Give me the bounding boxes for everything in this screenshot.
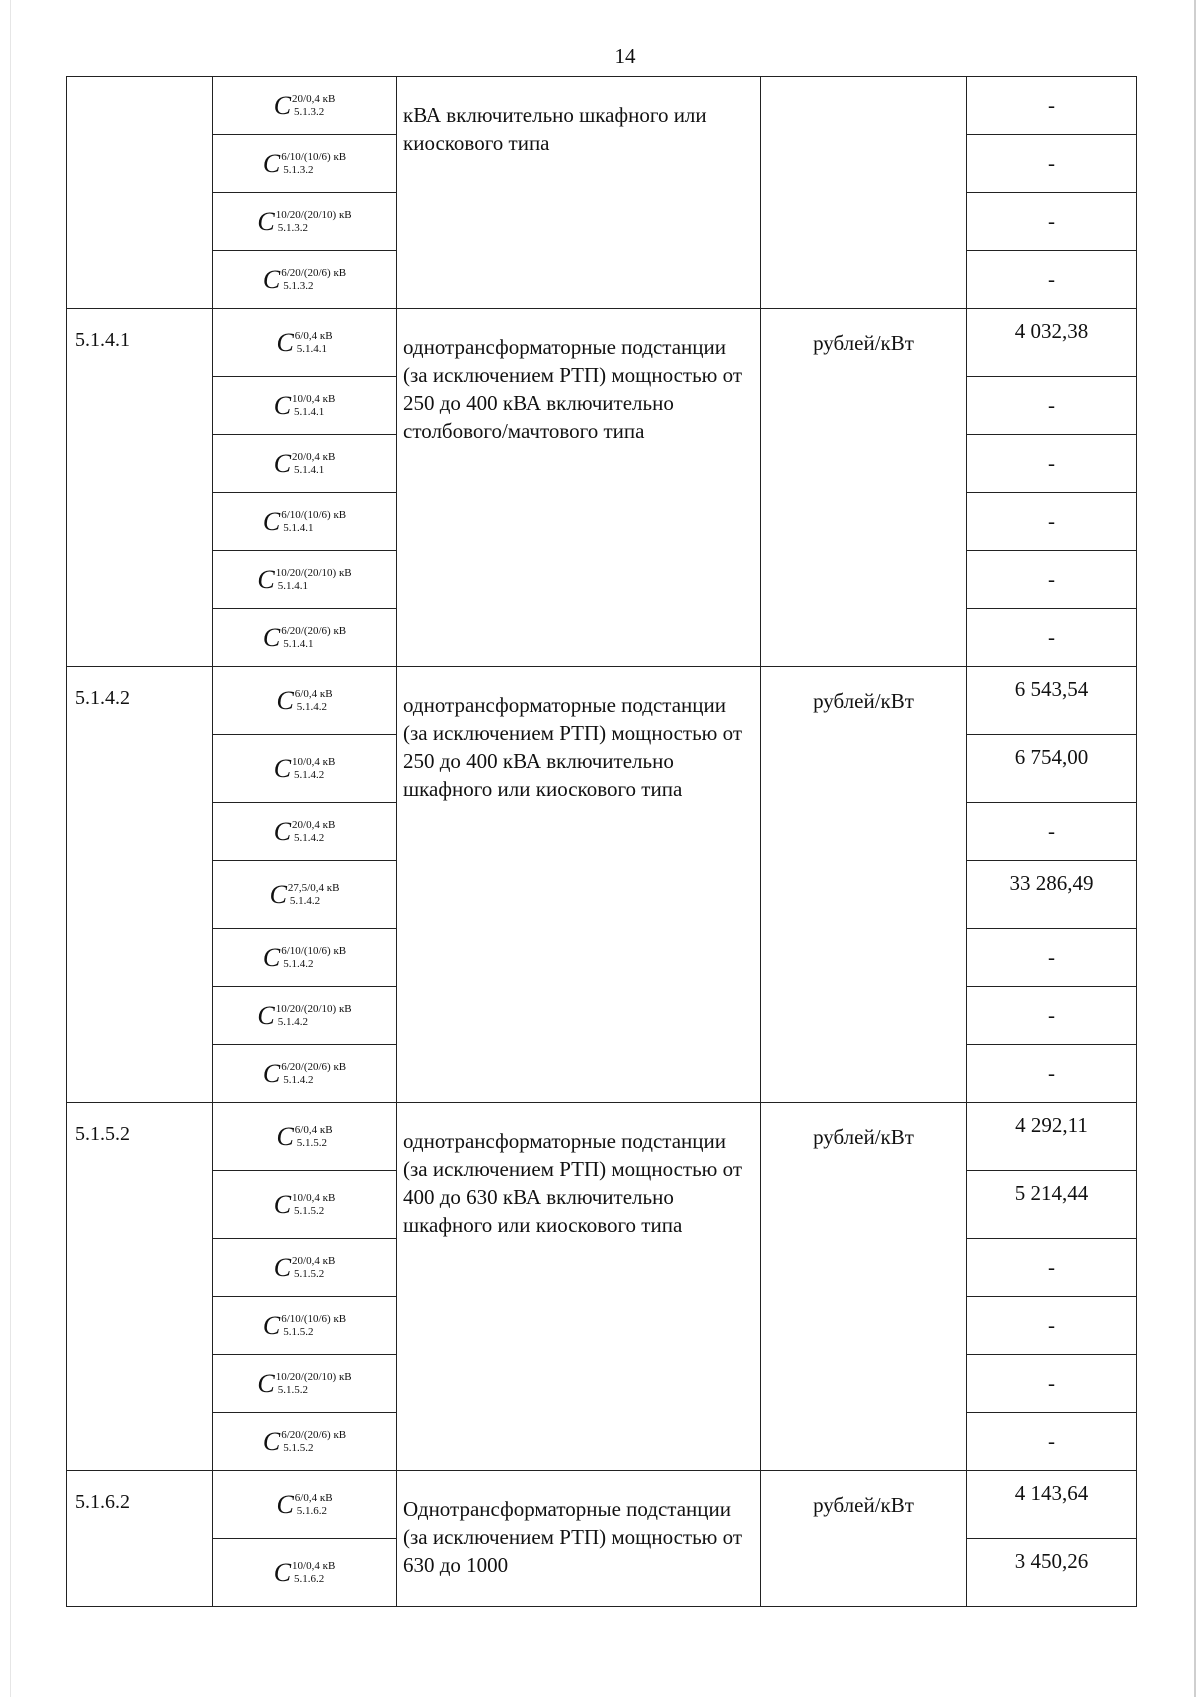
voltage-superscript: 10/0,4 кВ (292, 392, 336, 405)
index-subscript: 5.1.4.2 (294, 768, 325, 781)
table-row (67, 667, 1137, 735)
tariff-variable (213, 861, 397, 929)
tariff-variable (213, 987, 397, 1045)
item-code: 5.1.4.2 (67, 667, 213, 1103)
index-subscript: 5.1.5.2 (294, 1267, 325, 1280)
tariff-variable (213, 1355, 397, 1413)
symbol-letter: C (273, 448, 292, 478)
voltage-superscript: 6/0,4 кВ (294, 1491, 333, 1504)
tariff-symbol (262, 264, 347, 294)
voltage-superscript: 6/0,4 кВ (294, 687, 333, 700)
rate-value: - (967, 929, 1137, 987)
tariff-symbol (262, 1426, 347, 1456)
tariff-variable (213, 1539, 397, 1607)
rate-value: 4 292,11 (967, 1103, 1137, 1171)
tariff-variable (213, 735, 397, 803)
tariff-variable (213, 667, 397, 735)
item-description: однотрансформаторные подстанции (за исключением РТП) мощностью от 400 до 630 кВА включительно шкафного или киоскового типа (397, 1103, 761, 1471)
symbol-letter: C (276, 685, 294, 715)
voltage-superscript: 10/0,4 кВ (292, 1559, 336, 1572)
rate-value: 4 032,38 (967, 309, 1137, 377)
voltage-superscript: 6/10/(10/6) кВ (281, 944, 347, 957)
page-number: 14 (614, 44, 636, 68)
tariff-symbol (273, 753, 336, 783)
index-subscript: 5.1.4.2 (283, 957, 314, 970)
tariff-symbol (257, 564, 352, 594)
rate-value: - (967, 803, 1137, 861)
tariff-variable (213, 929, 397, 987)
tariff-symbol (262, 506, 347, 536)
scan-right-edge (1194, 0, 1196, 1697)
rate-value: 4 143,64 (967, 1471, 1137, 1539)
tariff-symbol (257, 206, 352, 236)
index-subscript: 5.1.4.2 (289, 894, 321, 907)
symbol-letter: C (276, 1121, 294, 1151)
tariff-symbol (269, 879, 340, 909)
index-subscript: 5.1.5.2 (296, 1136, 328, 1149)
index-subscript: 5.1.5.2 (277, 1383, 308, 1396)
voltage-superscript: 6/10/(10/6) кВ (281, 150, 347, 163)
tariff-table-body (67, 77, 1137, 1607)
tariff-variable (213, 1297, 397, 1355)
tariff-symbol (262, 1058, 347, 1088)
tariff-symbol (273, 90, 336, 120)
symbol-letter: C (273, 90, 292, 120)
tariff-variable (213, 609, 397, 667)
index-subscript: 5.1.3.2 (283, 163, 314, 176)
symbol-letter: C (273, 390, 292, 420)
rate-value: - (967, 1045, 1137, 1103)
tariff-variable (213, 1239, 397, 1297)
symbol-letter: C (273, 1252, 292, 1282)
voltage-superscript: 20/0,4 кВ (292, 818, 336, 831)
tariff-variable (213, 803, 397, 861)
scan-left-edge (10, 0, 11, 1697)
voltage-superscript: 20/0,4 кВ (292, 450, 336, 463)
index-subscript: 5.1.4.1 (296, 342, 328, 355)
voltage-superscript: 6/20/(20/6) кВ (281, 624, 347, 637)
symbol-letter: C (273, 1189, 292, 1219)
rate-value: 5 214,44 (967, 1171, 1137, 1239)
symbol-letter: C (257, 564, 275, 594)
index-subscript: 5.1.3.2 (294, 105, 325, 118)
item-description: однотрансформаторные подстанции (за исключением РТП) мощностью от 250 до 400 кВА включительно столбового/мачтового типа (397, 309, 761, 667)
symbol-letter: C (262, 506, 281, 536)
tariff-variable (213, 377, 397, 435)
tariff-symbol (273, 448, 336, 478)
voltage-superscript: 10/20/(20/10) кВ (275, 1370, 352, 1383)
tariff-symbol (257, 1000, 352, 1030)
tariff-variable (213, 1171, 397, 1239)
tariff-variable (213, 1045, 397, 1103)
rate-value: - (967, 551, 1137, 609)
symbol-letter: C (257, 1368, 275, 1398)
rate-value: - (967, 251, 1137, 309)
item-code: 5.1.6.2 (67, 1471, 213, 1607)
tariff-symbol (276, 327, 333, 357)
symbol-letter: C (262, 264, 281, 294)
symbol-letter: C (257, 1000, 275, 1030)
index-subscript: 5.1.6.2 (296, 1504, 328, 1517)
tariff-symbol (273, 816, 336, 846)
table-row (67, 309, 1137, 377)
item-code: 5.1.4.1 (67, 309, 213, 667)
rate-value: - (967, 493, 1137, 551)
symbol-letter: C (276, 327, 294, 357)
symbol-letter: C (262, 1310, 281, 1340)
unit-of-measure (761, 77, 967, 309)
rate-value: 33 286,49 (967, 861, 1137, 929)
table-row (67, 1471, 1137, 1539)
symbol-letter: C (262, 942, 281, 972)
index-subscript: 5.1.4.1 (283, 521, 314, 534)
index-subscript: 5.1.3.2 (277, 221, 308, 234)
tariff-variable (213, 435, 397, 493)
voltage-superscript: 20/0,4 кВ (292, 92, 336, 105)
index-subscript: 5.1.4.2 (277, 1015, 308, 1028)
tariff-symbol (273, 390, 336, 420)
tariff-table (66, 76, 1137, 1607)
index-subscript: 5.1.4.1 (283, 637, 314, 650)
index-subscript: 5.1.4.2 (283, 1073, 314, 1086)
symbol-letter: C (262, 622, 281, 652)
symbol-letter: C (276, 1489, 294, 1519)
unit-of-measure: рублей/кВт (761, 1471, 967, 1607)
voltage-superscript: 10/20/(20/10) кВ (275, 208, 352, 221)
tariff-variable (213, 77, 397, 135)
voltage-superscript: 6/20/(20/6) кВ (281, 1060, 347, 1073)
symbol-letter: C (262, 1426, 281, 1456)
symbol-letter: C (273, 816, 292, 846)
voltage-superscript: 10/20/(20/10) кВ (275, 1002, 352, 1015)
voltage-superscript: 6/0,4 кВ (294, 1123, 333, 1136)
unit-of-measure: рублей/кВт (761, 1103, 967, 1471)
item-description: Однотрансформаторные подстанции (за исключением РТП) мощностью от 630 до 1000 (397, 1471, 761, 1607)
rate-value: - (967, 435, 1137, 493)
tariff-symbol (262, 942, 347, 972)
symbol-letter: C (262, 148, 281, 178)
index-subscript: 5.1.4.1 (294, 463, 325, 476)
rate-value: - (967, 1239, 1137, 1297)
voltage-superscript: 6/20/(20/6) кВ (281, 1428, 347, 1441)
rate-value: - (967, 77, 1137, 135)
voltage-superscript: 20/0,4 кВ (292, 1254, 336, 1267)
symbol-letter: C (257, 206, 275, 236)
tariff-variable (213, 1413, 397, 1471)
voltage-superscript: 6/10/(10/6) кВ (281, 508, 347, 521)
tariff-variable (213, 309, 397, 377)
tariff-symbol (276, 685, 333, 715)
index-subscript: 5.1.5.2 (294, 1204, 325, 1217)
tariff-symbol (257, 1368, 352, 1398)
table-row (67, 1103, 1137, 1171)
symbol-letter: C (273, 753, 292, 783)
index-subscript: 5.1.4.2 (294, 831, 325, 844)
rate-value: - (967, 1355, 1137, 1413)
rate-value: 6 543,54 (967, 667, 1137, 735)
symbol-letter: C (269, 879, 287, 909)
voltage-superscript: 10/0,4 кВ (292, 1191, 336, 1204)
rate-value: - (967, 135, 1137, 193)
rate-value: 6 754,00 (967, 735, 1137, 803)
index-subscript: 5.1.4.2 (296, 700, 328, 713)
table-row (67, 77, 1137, 135)
tariff-variable (213, 1471, 397, 1539)
item-code (67, 77, 213, 309)
voltage-superscript: 6/10/(10/6) кВ (281, 1312, 347, 1325)
unit-of-measure: рублей/кВт (761, 667, 967, 1103)
rate-value: - (967, 1413, 1137, 1471)
tariff-symbol (276, 1121, 333, 1151)
index-subscript: 5.1.5.2 (283, 1441, 314, 1454)
tariff-symbol (262, 1310, 347, 1340)
voltage-superscript: 27,5/0,4 кВ (287, 881, 340, 894)
voltage-superscript: 6/0,4 кВ (294, 329, 333, 342)
index-subscript: 5.1.5.2 (283, 1325, 314, 1338)
tariff-variable (213, 551, 397, 609)
rate-value: 3 450,26 (967, 1539, 1137, 1607)
tariff-variable (213, 493, 397, 551)
tariff-variable (213, 1103, 397, 1171)
voltage-superscript: 10/20/(20/10) кВ (275, 566, 352, 579)
tariff-variable (213, 135, 397, 193)
voltage-superscript: 10/0,4 кВ (292, 755, 336, 768)
tariff-symbol (262, 622, 347, 652)
voltage-superscript: 6/20/(20/6) кВ (281, 266, 347, 279)
tariff-symbol (273, 1252, 336, 1282)
tariff-symbol (273, 1557, 336, 1587)
rate-value: - (967, 377, 1137, 435)
rate-value: - (967, 193, 1137, 251)
symbol-letter: C (273, 1557, 292, 1587)
index-subscript: 5.1.4.1 (294, 405, 325, 418)
unit-of-measure: рублей/кВт (761, 309, 967, 667)
symbol-letter: C (262, 1058, 281, 1088)
tariff-symbol (262, 148, 347, 178)
tariff-variable (213, 193, 397, 251)
index-subscript: 5.1.3.2 (283, 279, 314, 292)
item-description: кВА включительно шкафного или киоскового типа (397, 77, 761, 309)
index-subscript: 5.1.6.2 (294, 1572, 325, 1585)
rate-value: - (967, 1297, 1137, 1355)
tariff-variable (213, 251, 397, 309)
item-description: однотрансформаторные подстанции (за исключением РТП) мощностью от 250 до 400 кВА включительно шкафного или киоскового типа (397, 667, 761, 1103)
rate-value: - (967, 987, 1137, 1045)
rate-value: - (967, 609, 1137, 667)
item-code: 5.1.5.2 (67, 1103, 213, 1471)
tariff-symbol (273, 1189, 336, 1219)
index-subscript: 5.1.4.1 (277, 579, 308, 592)
tariff-symbol (276, 1489, 333, 1519)
